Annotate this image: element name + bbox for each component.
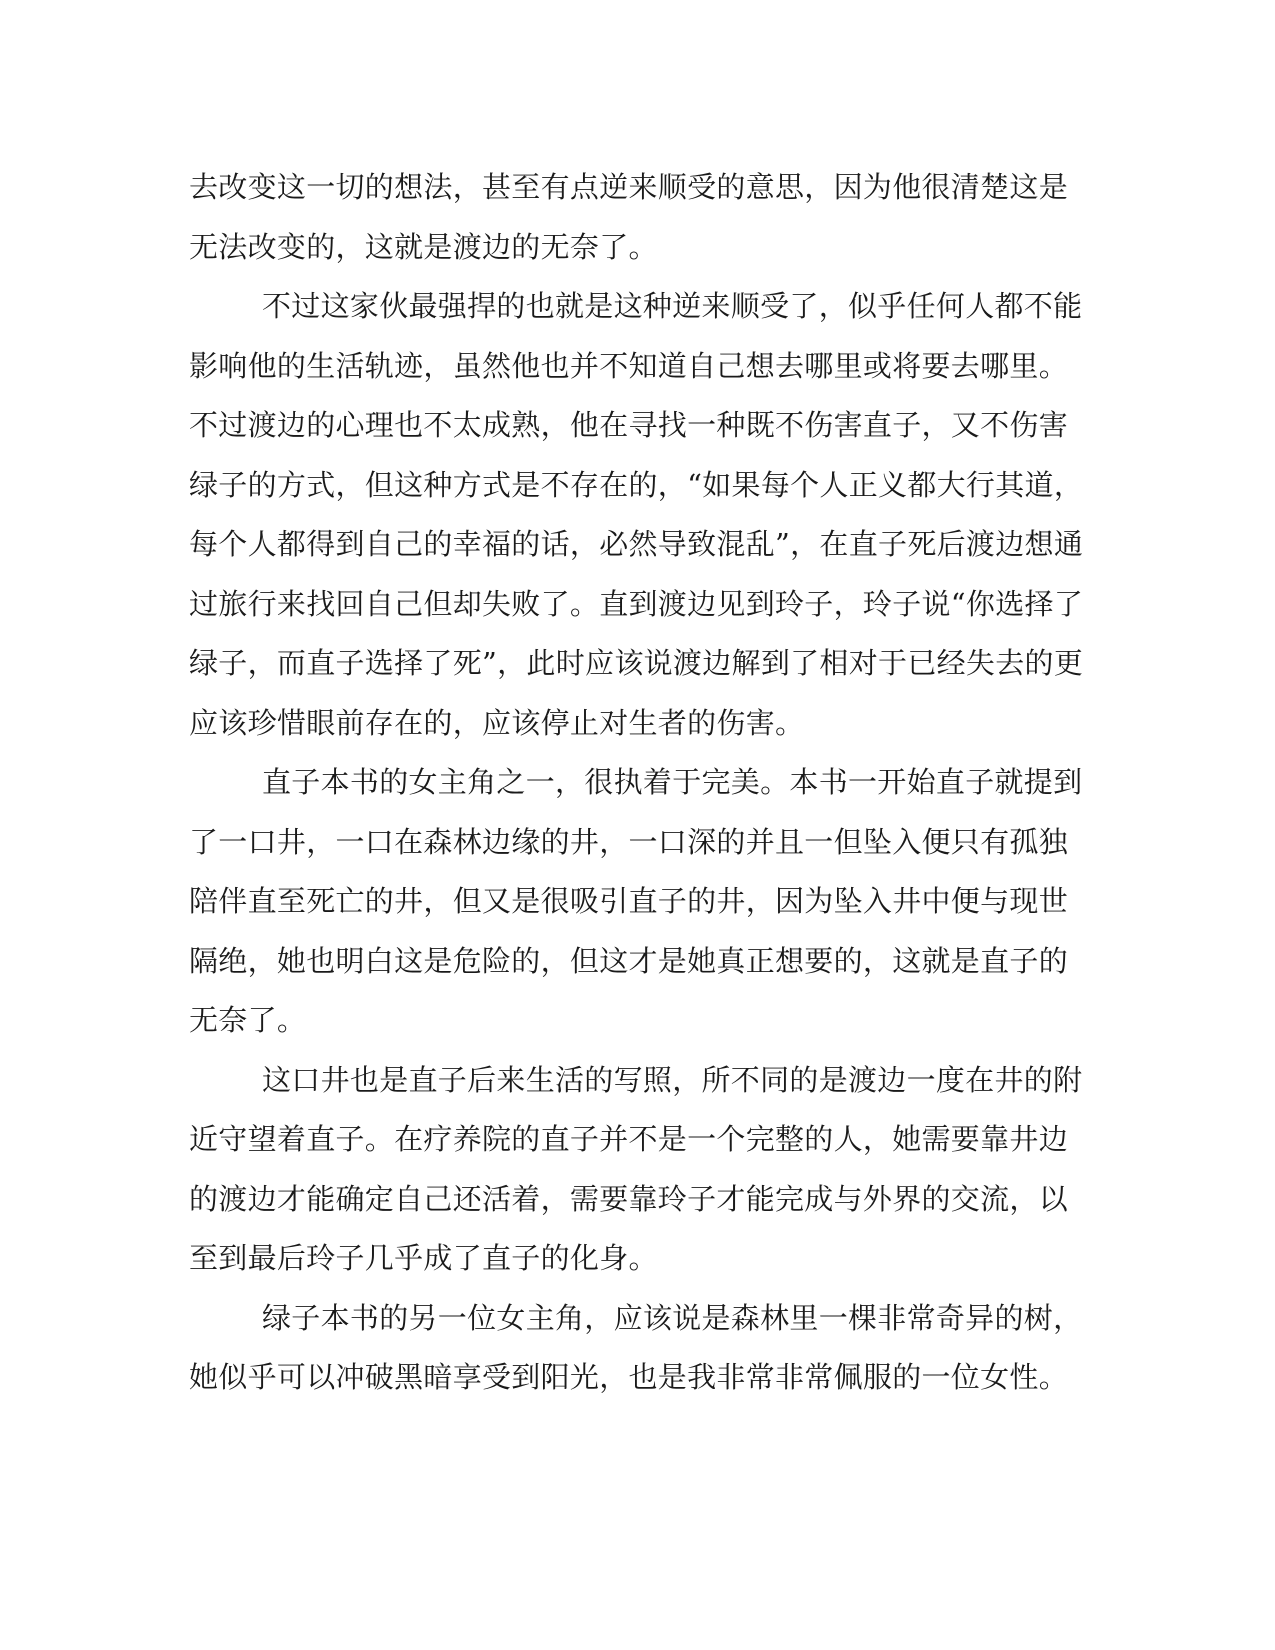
text-line: 了一口井，一口在森林边缘的井，一口深的并且一但坠入便只有孤独 [189,824,1069,859]
text-line: 影响他的生活轨迹，虽然他也并不知道自己想去哪里或将要去哪里。 [189,348,1069,383]
body-text [189,158,1084,1408]
text-line: 不过渡边的心理也不太成熟，他在寻找一种既不伤害直子，又不伤害 [189,408,1069,442]
text-line: 去改变这一切的想法，甚至有点逆来顺受的意思，因为他很清楚这是 [189,170,1069,204]
text-line: 绿子的方式，但这种方式是不存在的，“如果每个人正义都大行其道， [189,467,1084,502]
text-line: 的渡边才能确定自己还活着，需要靠玲子才能完成与外界的交流，以 [189,1181,1069,1216]
text-line: 她似乎可以冲破黑暗享受到阳光，也是我非常非常佩服的一位女性。 [189,1360,1069,1394]
text-line: 每个人都得到自己的幸福的话，必然导致混乱”，在直子死后渡边想通 [189,527,1084,561]
text-line: 绿子，而直子选择了死”，此时应该说渡边解到了相对于已经失去的更 [189,646,1084,680]
text-line: 隔绝，她也明白这是危险的，但这才是她真正想要的，这就是直子的 [189,943,1069,978]
text-line: 绿子本书的另一位女主角，应该说是森林里一棵非常奇异的树， [262,1300,1083,1335]
text-line: 应该珍惜眼前存在的，应该停止对生者的伤害。 [189,705,805,740]
text-line: 陪伴直至死亡的井，但又是很吸引直子的井，因为坠入井中便与现世 [189,884,1069,918]
text-line: 不过这家伙最强捍的也就是这种逆来顺受了，似乎任何人都不能 [262,289,1083,323]
text-line: 至到最后玲子几乎成了直子的化身。 [189,1241,658,1275]
text-line: 过旅行来找回自己但却失败了。直到渡边见到玲子，玲子说“你选择了 [189,586,1084,621]
text-line: 近守望着直子。在疗养院的直子并不是一个完整的人，她需要靠井边 [189,1122,1069,1156]
text-line: 这口井也是直子后来生活的写照，所不同的是渡边一度在井的附 [262,1062,1083,1097]
text-line: 无法改变的，这就是渡边的无奈了。 [189,229,658,264]
text-line: 直子本书的女主角之一，很执着于完美。本书一开始直子就提到 [262,765,1083,799]
text-line: 无奈了。 [189,1003,307,1037]
